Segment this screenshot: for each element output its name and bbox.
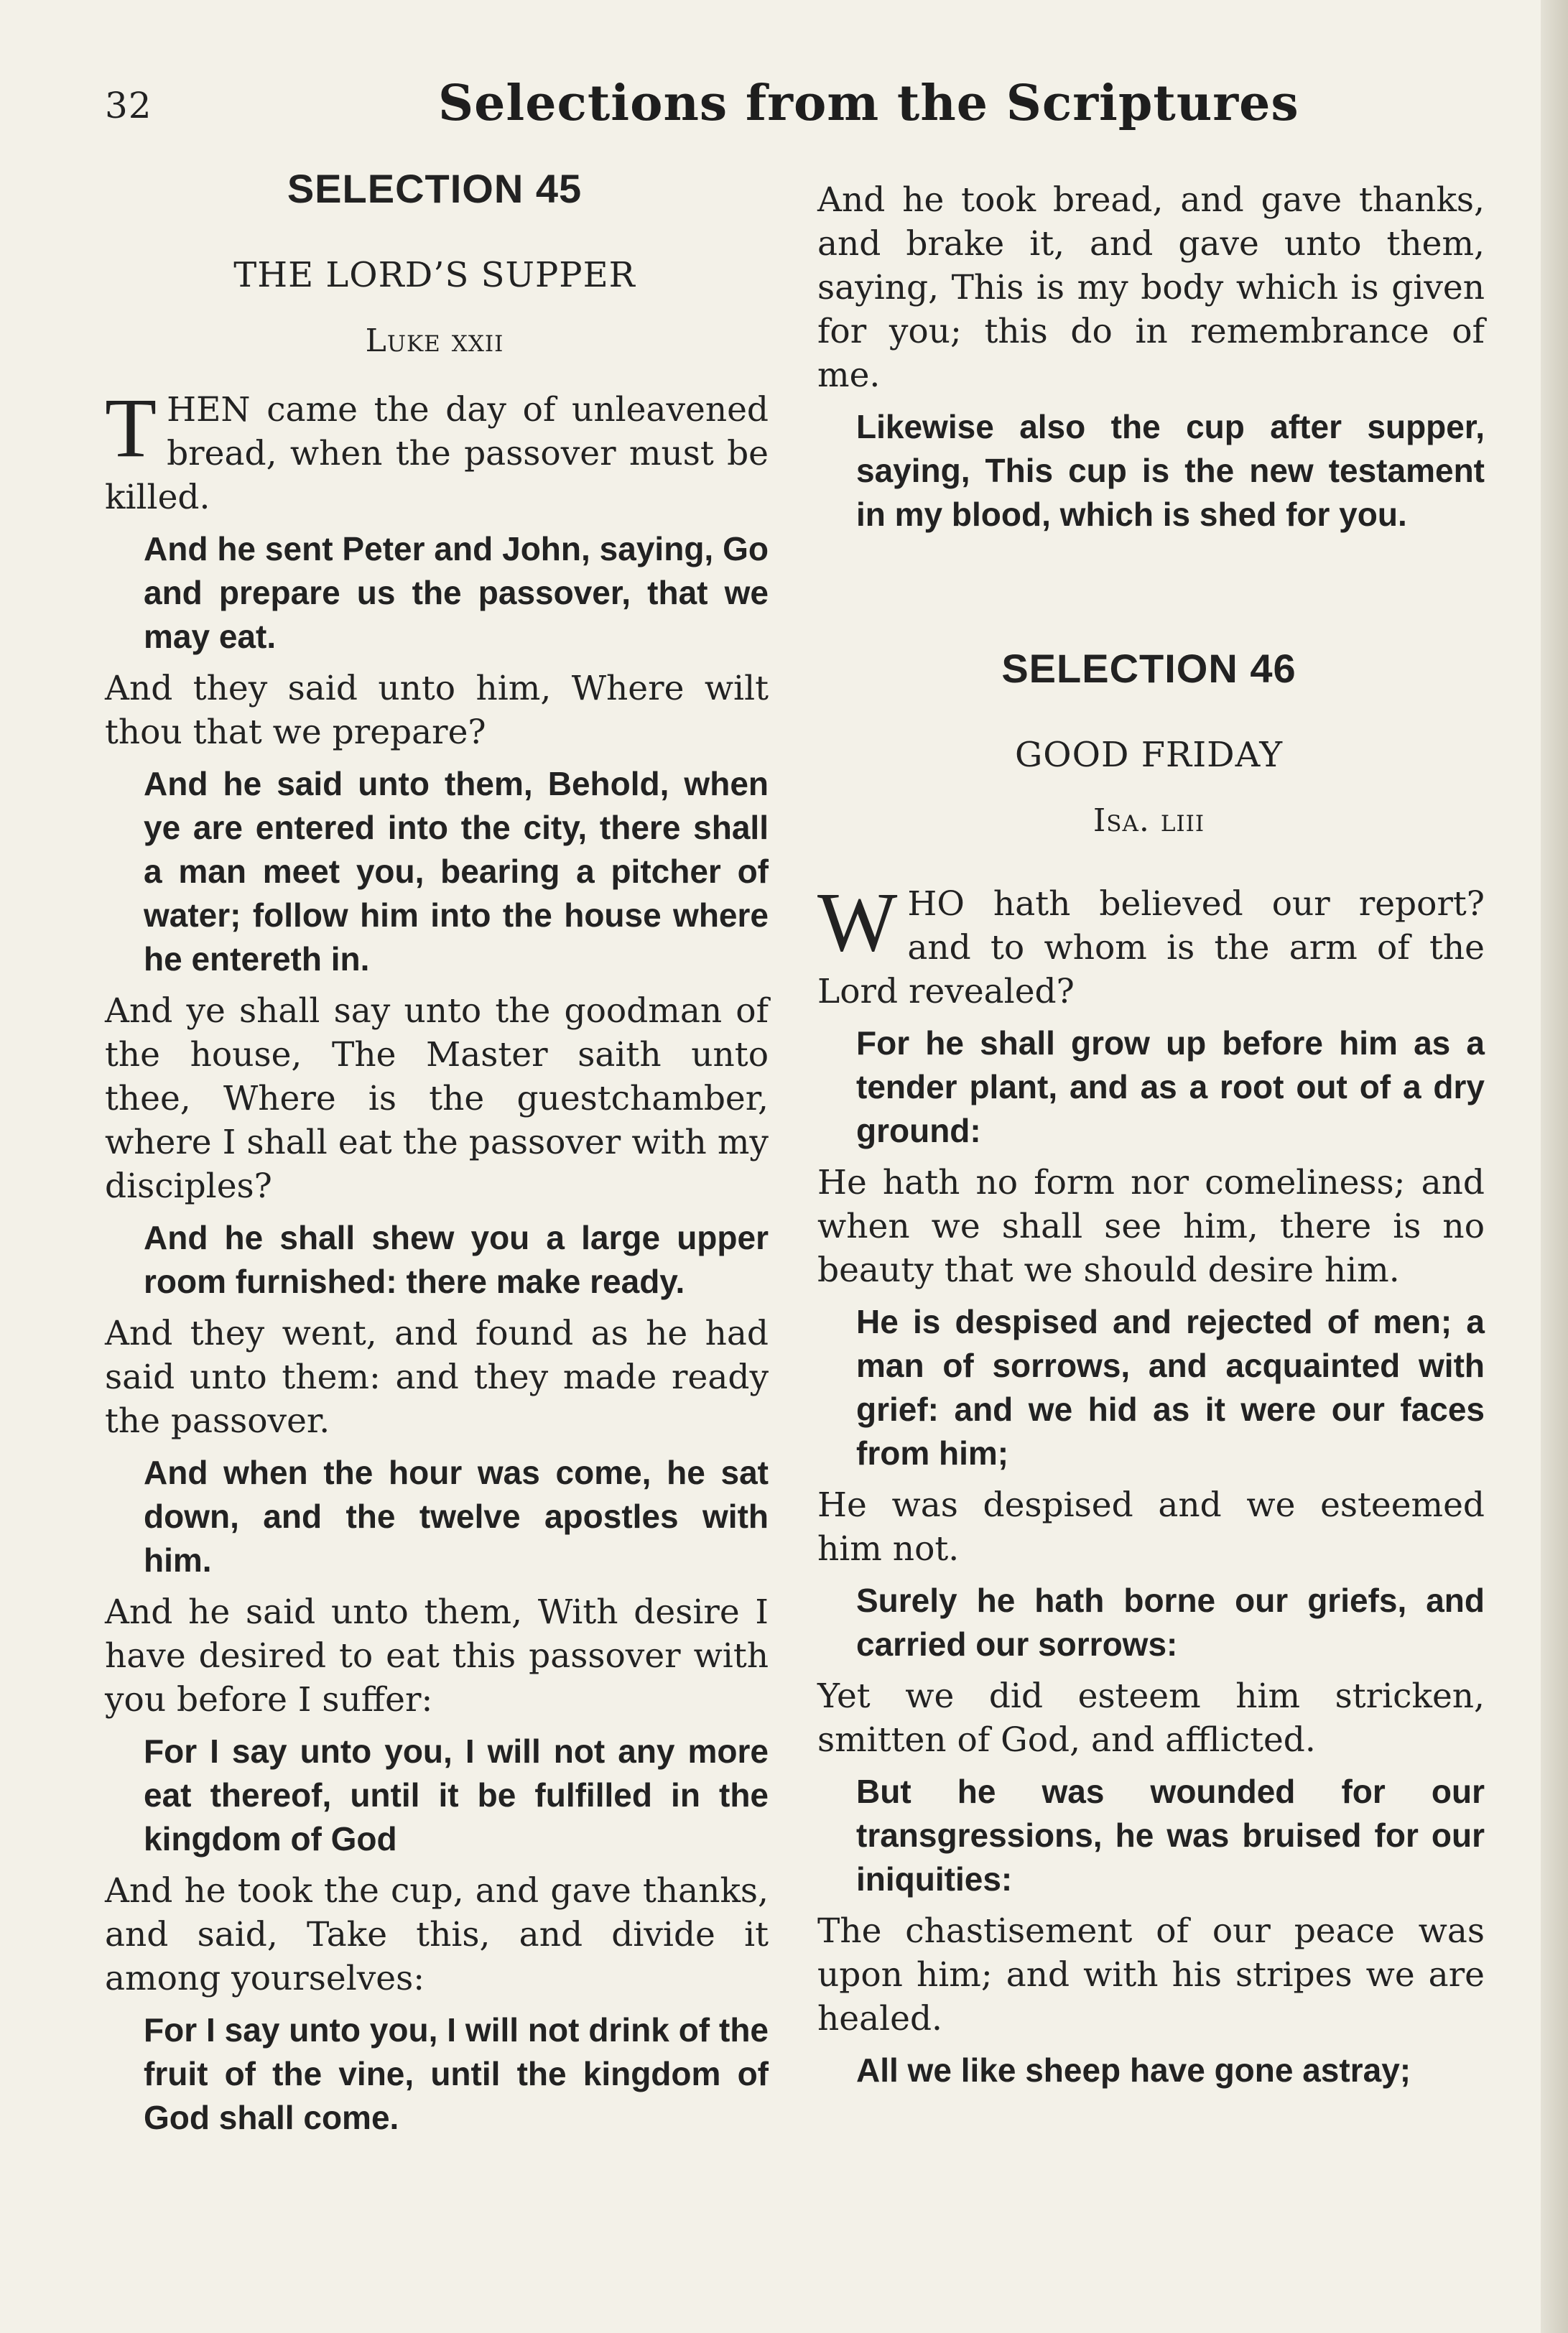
- drop-cap: W: [817, 875, 898, 969]
- verse: And when the hour was come, he sat down, and the twelve apostles with him.: [144, 1454, 769, 1579]
- verse: And they said unto him, Where wilt thou that we prepare?: [105, 669, 769, 752]
- verse: And he took bread, and gave thanks, and brake it, and gave unto them, saying, This is my body which is given for you; this do in remembrance of me.: [817, 180, 1485, 395]
- verse: He was despised and we esteemed him not.: [817, 1485, 1485, 1569]
- verse: For I say unto you, I will not any more eat thereof, until it be fulfilled in the kingdom of God: [144, 1733, 769, 1857]
- verse: And he shall shew you a large upper room furnished: there make ready.: [144, 1219, 769, 1300]
- page-number: 32: [105, 85, 152, 126]
- verse: All we like sheep have gone astray;: [856, 2051, 1411, 2089]
- selection-46-reference: Isa. liii: [1093, 802, 1205, 839]
- verse: For he shall grow up before him as a tender plant, and as a root out of a dry ground:: [856, 1024, 1485, 1149]
- verse: The chastisement of our peace was upon him; and with his stripes we are healed.: [817, 1911, 1485, 2039]
- verse: And he said unto them, With desire I have desired to eat this passover with you before I suffer:: [105, 1592, 769, 1720]
- selection-45-title: SELECTION 45: [287, 166, 583, 211]
- verse: Surely he hath borne our griefs, and carried our sorrows:: [856, 1582, 1485, 1663]
- verse: THEN came the day of unleavened bread, when the passover must be killed.: [105, 381, 769, 517]
- selection-45-reference: Luke xxii: [365, 323, 504, 359]
- running-head: Selections from the Scriptures: [438, 75, 1299, 132]
- verse: Yet we did esteem him stricken, smitten of God, and afflicted.: [817, 1676, 1485, 1760]
- selection-46-title: SELECTION 46: [1001, 646, 1296, 691]
- verse: But he was wounded for our transgressions, he was bruised for our iniquities:: [856, 1773, 1485, 1898]
- right-column: [813, 165, 1485, 2100]
- selection-45-subtitle: THE LORD’S SUPPER: [233, 255, 636, 295]
- verse: He is despised and rejected of men; a man of sorrows, and acquainted with grief: and we hid as it were our faces from him;: [856, 1303, 1485, 1472]
- left-column: [101, 165, 769, 2148]
- page-edge: [1541, 0, 1568, 2333]
- verse: For I say unto you, I will not drink of the fruit of the vine, until the kingdom of God shall come.: [144, 2011, 769, 2136]
- verse: And ye shall say unto the goodman of the house, The Master saith unto thee, Where is the guestchamber, where I shall eat the passover with my disciples?: [105, 991, 769, 1206]
- verse: He hath no form nor comeliness; and when we shall see him, there is no beauty that we should desire him.: [817, 1163, 1485, 1290]
- verse: And he took the cup, and gave thanks, and said, Take this, and divide it among yourselves:: [105, 1871, 769, 1998]
- selection-46-subtitle: GOOD FRIDAY: [1014, 735, 1284, 775]
- verse: And he said unto them, Behold, when ye are entered into the city, there shall a man meet you, bearing a pitcher of water; follow him into the house where he entereth in.: [144, 765, 769, 978]
- verse: And he sent Peter and John, saying, Go and prepare us the passover, that we may eat.: [144, 530, 769, 655]
- verse: WHO hath believed our report? and to whom is the arm of the Lord revealed?: [817, 875, 1485, 1011]
- drop-cap: T: [105, 381, 157, 475]
- section-spacer: [813, 544, 1485, 645]
- verse: Likewise also the cup after supper, saying, This cup is the new testament in my blood, which is shed for you.: [856, 408, 1485, 533]
- verse: And they went, and found as he had said unto them: and they made ready the passover.: [105, 1314, 769, 1441]
